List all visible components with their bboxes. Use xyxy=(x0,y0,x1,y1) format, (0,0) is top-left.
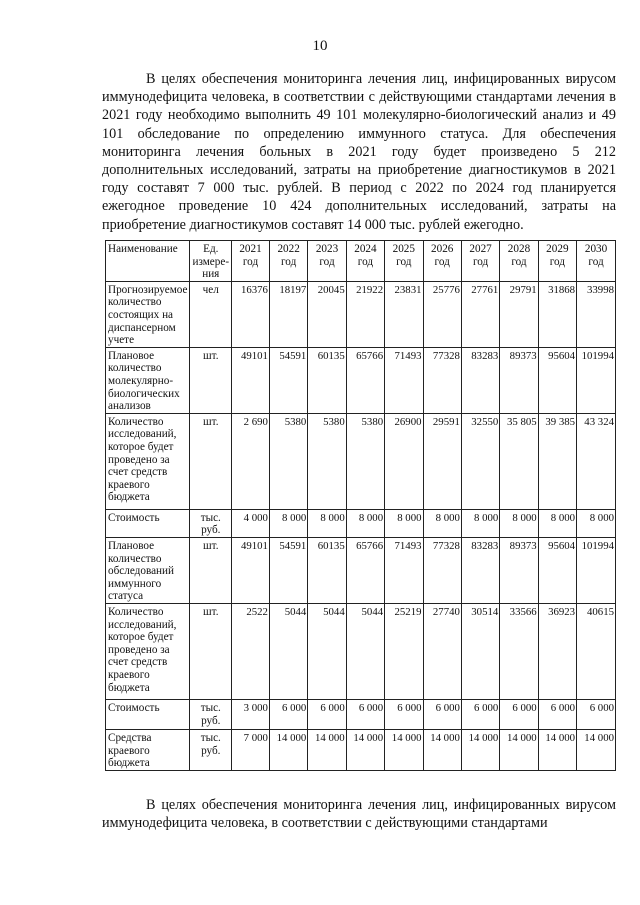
row-unit: шт. xyxy=(190,347,232,413)
cell-value: 6 000 xyxy=(269,699,307,729)
cell-value: 8 000 xyxy=(269,509,307,537)
row-unit: чел xyxy=(190,281,232,347)
cell-value: 6 000 xyxy=(461,699,499,729)
cell-value: 65766 xyxy=(346,537,384,603)
page-number: 10 xyxy=(312,38,328,54)
table-row xyxy=(106,281,616,347)
cell-value: 6 000 xyxy=(308,699,346,729)
cell-value: 40615 xyxy=(577,603,616,699)
cell-value: 14 000 xyxy=(423,729,461,770)
table-row xyxy=(106,537,616,603)
cell-value: 65766 xyxy=(346,347,384,413)
header-year: 2026 год xyxy=(423,241,461,282)
header-year: 2030 год xyxy=(577,241,616,282)
cell-value: 5380 xyxy=(346,413,384,509)
cell-value: 3 000 xyxy=(232,699,270,729)
table-row xyxy=(106,413,616,509)
cell-value: 14 000 xyxy=(346,729,384,770)
header-year: 2023 год xyxy=(308,241,346,282)
cell-value: 6 000 xyxy=(577,699,616,729)
cell-value: 54591 xyxy=(269,347,307,413)
cell-value: 8 000 xyxy=(423,509,461,537)
table-row xyxy=(106,699,616,729)
cell-value: 21922 xyxy=(346,281,384,347)
cell-value: 89373 xyxy=(500,537,538,603)
cell-value: 32550 xyxy=(461,413,499,509)
cell-value: 5380 xyxy=(269,413,307,509)
cell-value: 27740 xyxy=(423,603,461,699)
row-name: Прогнозируемое количество состоящих на диспансерном учете xyxy=(106,281,190,347)
cell-value: 14 000 xyxy=(577,729,616,770)
row-name: Плановое количество молекулярно-биологических анализов xyxy=(106,347,190,413)
cell-value: 6 000 xyxy=(385,699,423,729)
cell-value: 20045 xyxy=(308,281,346,347)
cell-value: 14 000 xyxy=(308,729,346,770)
cell-value: 89373 xyxy=(500,347,538,413)
cell-value: 29791 xyxy=(500,281,538,347)
header-year: 2024 год xyxy=(346,241,384,282)
row-name: Количество исследований, которое будет проведено за счет средств краевого бюджета xyxy=(106,603,190,699)
cell-value: 4 000 xyxy=(232,509,270,537)
header-year: 2028 год xyxy=(500,241,538,282)
cell-value: 39 385 xyxy=(538,413,576,509)
cell-value: 95604 xyxy=(538,537,576,603)
cell-value: 6 000 xyxy=(346,699,384,729)
cell-value: 14 000 xyxy=(461,729,499,770)
cell-value: 33566 xyxy=(500,603,538,699)
cell-value: 83283 xyxy=(461,347,499,413)
row-name: Количество исследований, которое будет проведено за счет средств краевого бюджета xyxy=(106,413,190,509)
table-row xyxy=(106,603,616,699)
cell-value: 14 000 xyxy=(538,729,576,770)
cell-value: 35 805 xyxy=(500,413,538,509)
cell-value: 8 000 xyxy=(577,509,616,537)
cell-value: 6 000 xyxy=(423,699,461,729)
cell-value: 83283 xyxy=(461,537,499,603)
cell-value: 77328 xyxy=(423,347,461,413)
cell-value: 49101 xyxy=(232,347,270,413)
cell-value: 101994 xyxy=(577,537,616,603)
header-year: 2027 год xyxy=(461,241,499,282)
cell-value: 5044 xyxy=(346,603,384,699)
closing-paragraph: В целях обеспечения мониторинга лечения лиц, инфицированных вирусом иммунодефицита человека, в соответствии с действующими стандартами xyxy=(102,797,616,832)
monitoring-table xyxy=(105,240,616,771)
cell-value: 8 000 xyxy=(500,509,538,537)
row-unit: тыс. руб. xyxy=(190,729,232,770)
cell-value: 25776 xyxy=(423,281,461,347)
row-name: Стоимость xyxy=(106,699,190,729)
cell-value: 36923 xyxy=(538,603,576,699)
table-row xyxy=(106,347,616,413)
table-row xyxy=(106,509,616,537)
cell-value: 8 000 xyxy=(461,509,499,537)
cell-value: 14 000 xyxy=(500,729,538,770)
cell-value: 5044 xyxy=(269,603,307,699)
table-body xyxy=(106,281,616,770)
row-name: Средства краевого бюджета xyxy=(106,729,190,770)
header-year: 2022 год xyxy=(269,241,307,282)
row-unit: тыс. руб. xyxy=(190,509,232,537)
row-unit: шт. xyxy=(190,537,232,603)
cell-value: 8 000 xyxy=(538,509,576,537)
cell-value: 101994 xyxy=(577,347,616,413)
cell-value: 49101 xyxy=(232,537,270,603)
cell-value: 2522 xyxy=(232,603,270,699)
cell-value: 6 000 xyxy=(500,699,538,729)
cell-value: 31868 xyxy=(538,281,576,347)
header-year: 2021 год xyxy=(232,241,270,282)
cell-value: 14 000 xyxy=(385,729,423,770)
table-row xyxy=(106,729,616,770)
cell-value: 30514 xyxy=(461,603,499,699)
cell-value: 54591 xyxy=(269,537,307,603)
cell-value: 7 000 xyxy=(232,729,270,770)
row-name: Плановое количество обследований иммунного статуса xyxy=(106,537,190,603)
cell-value: 25219 xyxy=(385,603,423,699)
row-unit: тыс. руб. xyxy=(190,699,232,729)
cell-value: 60135 xyxy=(308,347,346,413)
cell-value: 5044 xyxy=(308,603,346,699)
intro-paragraph: В целях обеспечения мониторинга лечения лиц, инфицированных вирусом иммунодефицита человека, в соответствии с действующими стандартами лечения в 2021 году необходимо выполнить 49 101 молекулярно-биологический анализ и 49 101 обследование по определению иммунного статуса. Для обеспечения мониторинга лечения больных в 2021 году будет произведено 5 212 дополнительных исследований, затраты на приобретение диагностикумов в 2021 году составят 7 000 тыс. рублей. В период с 2022 по 2024 год планируется ежегодное проведение 10 424 дополнительных исследований, затраты на приобретение диагностикумов составят 14 000 тыс. рублей ежегодно. xyxy=(102,71,616,233)
row-unit: шт. xyxy=(190,413,232,509)
cell-value: 71493 xyxy=(385,537,423,603)
cell-value: 16376 xyxy=(232,281,270,347)
cell-value: 5380 xyxy=(308,413,346,509)
cell-value: 77328 xyxy=(423,537,461,603)
header-year: 2025 год xyxy=(385,241,423,282)
cell-value: 8 000 xyxy=(385,509,423,537)
cell-value: 27761 xyxy=(461,281,499,347)
cell-value: 29591 xyxy=(423,413,461,509)
cell-value: 14 000 xyxy=(269,729,307,770)
cell-value: 18197 xyxy=(269,281,307,347)
row-name: Стоимость xyxy=(106,509,190,537)
cell-value: 26900 xyxy=(385,413,423,509)
header-year: 2029 год xyxy=(538,241,576,282)
cell-value: 2 690 xyxy=(232,413,270,509)
cell-value: 60135 xyxy=(308,537,346,603)
table-header-row xyxy=(106,241,616,282)
cell-value: 95604 xyxy=(538,347,576,413)
cell-value: 33998 xyxy=(577,281,616,347)
header-unit: Ед. измере-ния xyxy=(190,241,232,282)
cell-value: 8 000 xyxy=(346,509,384,537)
cell-value: 23831 xyxy=(385,281,423,347)
cell-value: 8 000 xyxy=(308,509,346,537)
cell-value: 71493 xyxy=(385,347,423,413)
row-unit: шт. xyxy=(190,603,232,699)
cell-value: 6 000 xyxy=(538,699,576,729)
cell-value: 43 324 xyxy=(577,413,616,509)
header-name: Наименование xyxy=(106,241,190,282)
